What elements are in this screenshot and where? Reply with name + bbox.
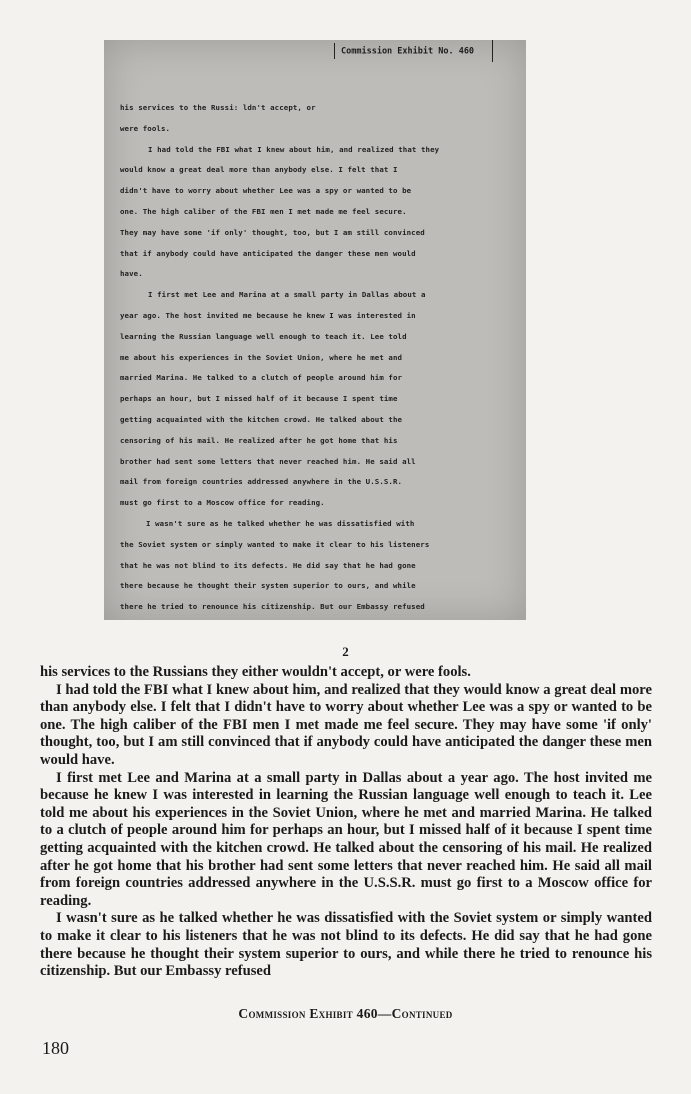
- exhibit-header: [332, 40, 526, 60]
- typescript-line: mail from foreign countries addressed anywhere in the U.S.S.R.: [120, 477, 403, 487]
- paragraph: I wasn't sure as he talked whether he was dissatisfied with the Soviet system or simply wanted to make it clear to his listeners that he was not blind to its defects. He did say that he had gone there because he thought their system superior to ours, and while there he tried to renounce his citizenship. But our Embassy refused: [40, 910, 652, 980]
- typescript-line: there he tried to renounce his citizenship. But our Embassy refused: [120, 602, 425, 612]
- exhibit-photo: [104, 40, 526, 620]
- paragraph: his services to the Russians they either wouldn't accept, or were fools.: [40, 664, 471, 680]
- typescript-line: getting acquainted with the kitchen crowd. He talked about the: [120, 414, 403, 424]
- typescript-line: me about his experiences in the Soviet Union, where he met and: [120, 352, 403, 362]
- typescript-line: that if anybody could have anticipated the danger these men would: [120, 248, 416, 258]
- typescript-line: must go first to a Moscow office for reading.: [120, 498, 325, 508]
- typescript-text: [120, 98, 516, 618]
- typescript-line: censoring of his mail. He realized after he got home that his: [120, 435, 398, 445]
- typescript-line: one. The high caliber of the FBI men I met made me feel secure.: [120, 206, 407, 216]
- typescript-line: there because he thought their system superior to ours, and while: [120, 581, 416, 591]
- typescript-line: the Soviet system or simply wanted to make it clear to his listeners: [120, 539, 430, 549]
- typescript-line: I wasn't sure as he talked whether he was dissatisfied with: [146, 518, 415, 528]
- folio-number: 180: [42, 1038, 69, 1058]
- printed-text: [40, 664, 652, 981]
- typescript-line: have.: [120, 269, 143, 279]
- page-number: 2: [342, 644, 349, 659]
- typescript-line: year ago. The host invited me because he knew I was interested in: [120, 310, 416, 320]
- typescript-line: married Marina. He talked to a clutch of people around him for: [120, 373, 403, 383]
- typescript-line: I had told the FBI what I knew about him, and realized that they: [148, 144, 440, 154]
- typescript-line: didn't have to worry about whether Lee was a spy or wanted to be: [120, 186, 412, 196]
- typescript-line: I first met Lee and Marina at a small party in Dallas about a: [148, 290, 426, 300]
- typescript-line: his services to the Russi: ldn't accept, or: [120, 103, 316, 112]
- paragraph: I had told the FBI what I knew about him, and realized that they would know a great deal more than anybody else. I felt that I didn't have to worry about whether Lee was a spy or wanted to be one. The high caliber of the FBI men I met made me feel secure. They may have some 'if only' thought, too, but I am still convinced that if anybody could have anticipated the danger these men would have.: [40, 681, 652, 768]
- typescript-line: perhaps an hour, but I missed half of it because I spent time: [120, 394, 398, 404]
- typescript-line: brother had sent some letters that never reached him. He said all: [120, 456, 416, 466]
- typescript-line: were fools.: [120, 123, 171, 133]
- typescript-line: would know a great deal more than anybody else. I felt that I: [120, 165, 398, 175]
- paragraph: I first met Lee and Marina at a small party in Dallas about a year ago. The host invited me because he knew I was interested in learning the Russian language well enough to teach it. Lee told me about his experiences in the Soviet Union, where he met and married Marina. He talked to a clutch of people around him for perhaps an hour, but I missed half of it because I spent time getting acquainted with the kitchen crowd. He talked about the censoring of his mail. He realized after he got home that his brother had sent some letters that never reached him. He said all mail from foreign countries addressed anywhere in the U.S.S.R. must go first to a Moscow office for reading.: [40, 769, 652, 909]
- exhibit-caption-text: Commission Exhibit 460—Continued: [238, 1006, 453, 1021]
- typescript-line: that he was not blind to its defects. He did say that he had gone: [120, 560, 416, 570]
- typescript-line: They may have some 'if only' thought, too, but I am still convinced: [120, 227, 425, 237]
- exhibit-header-text: Commission Exhibit No. 460: [341, 46, 475, 57]
- exhibit-caption: [0, 1006, 691, 1022]
- typescript-line: learning the Russian language well enough to teach it. Lee told: [120, 331, 407, 341]
